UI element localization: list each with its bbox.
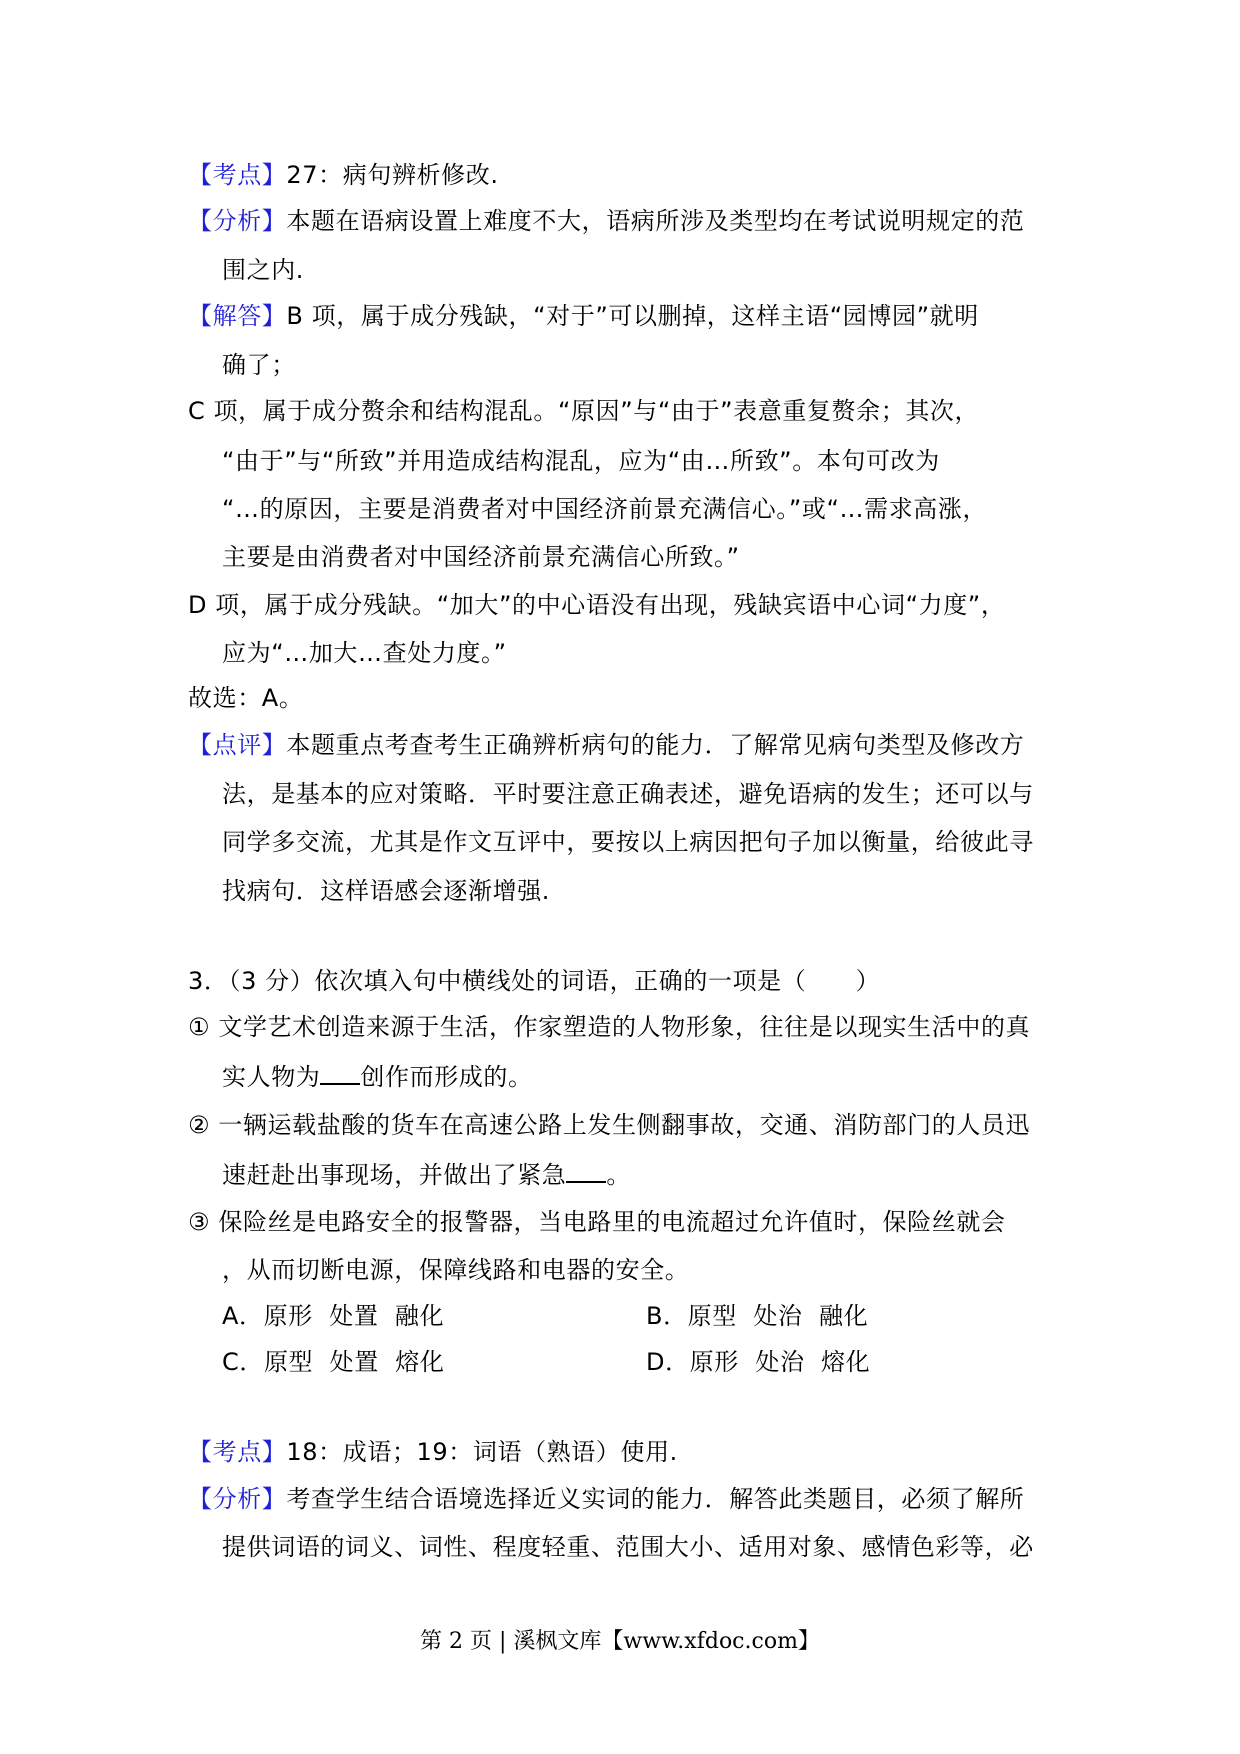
dianping-line-4: 找病句．这样语感会逐渐增强. — [222, 877, 551, 905]
c-item-line-3: “…的原因，主要是消费者对中国经济前景充满信心。”或“…需求高涨， — [222, 495, 988, 523]
sentence-3-line-2: ，从而切断电源，保障线路和电器的安全。 — [222, 1256, 690, 1284]
jieda-line — [188, 301, 979, 331]
q3-kaodian-text: 18：成语；19：词语（熟语）使用. — [286, 1438, 678, 1466]
q3-fenxi-line — [188, 1484, 1024, 1514]
answer-line: 故选：A。 — [188, 684, 304, 712]
jieda-line-2: 确了； — [222, 351, 296, 379]
fenxi-line-2: 围之内. — [222, 256, 305, 284]
option-b: B．原型 处治 融化 — [646, 1302, 869, 1330]
fenxi-line — [188, 206, 1024, 236]
d-item-line-2: 应为“…加大…查处力度。” — [222, 639, 507, 667]
c-item-line-2: “由于”与“所致”并用造成结构混乱，应为“由…所致”。本句可改为 — [222, 447, 940, 475]
option-a: A．原形 处置 融化 — [222, 1302, 445, 1330]
option-c: C．原型 处置 熔化 — [222, 1348, 445, 1376]
jieda-tag: 【解答】 — [188, 302, 287, 330]
fill-blank-1 — [320, 1061, 360, 1085]
page-footer: 第 2 页 | 溪枫文库【www.xfdoc.com】 — [420, 1629, 820, 1654]
d-item-line-1: D 项，属于成分残缺。“加大”的中心语没有出现，残缺宾语中心词“力度”， — [188, 591, 1006, 619]
q3-fenxi-line-2: 提供词语的词义、词性、程度轻重、范围大小、适用对象、感情色彩等，必 — [222, 1533, 1034, 1561]
sentence-3-line-1: ③ 保险丝是电路安全的报警器，当电路里的电流超过允许值时，保险丝就会 — [188, 1208, 1006, 1236]
c-item-line-1: C 项，属于成分赘余和结构混乱。“原因”与“由于”表意重复赘余；其次， — [188, 397, 980, 425]
q3-kaodian-tag: 【考点】 — [188, 1438, 287, 1466]
q3-fenxi-tag: 【分析】 — [188, 1485, 287, 1513]
option-d: D．原形 处治 熔化 — [646, 1348, 871, 1376]
sentence-2-line-2: 速赶赴出事现场，并做出了紧急 。 — [222, 1161, 632, 1189]
dianping-text: 本题重点考查考生正确辨析病句的能力．了解常见病句类型及修改方 — [286, 731, 1025, 759]
question-3-stem: 3．（3 分）依次填入句中横线处的词语，正确的一项是（ ） — [188, 967, 881, 995]
dianping-line-2: 法，是基本的应对策略．平时要注意正确表述，避免语病的发生；还可以与 — [222, 780, 1034, 808]
c-item-line-4: 主要是由消费者对中国经济前景充满信心所致。” — [222, 543, 740, 571]
fenxi-tag: 【分析】 — [188, 207, 287, 235]
dianping-line-3: 同学多交流，尤其是作文互评中，要按以上病因把句子加以衡量，给彼此寻 — [222, 828, 1034, 856]
q3-fenxi-text: 考查学生结合语境选择近义实词的能力．解答此类题目，必须了解所 — [286, 1485, 1025, 1513]
sentence-2-line-1: ② 一辆运载盐酸的货车在高速公路上发生侧翻事故，交通、消防部门的人员迅 — [188, 1111, 1031, 1139]
kaodian-tag: 【考点】 — [188, 161, 287, 189]
jieda-text: B 项，属于成分残缺，“对于”可以删掉，这样主语“园博园”就明 — [286, 302, 979, 330]
q3-kaodian-line — [188, 1437, 678, 1467]
sentence-1-line-1: ① 文学艺术创造来源于生活，作家塑造的人物形象，往往是以现实生活中的真 — [188, 1013, 1031, 1041]
fill-blank-2 — [566, 1159, 606, 1183]
sentence-1-line-2: 实人物为 创作而形成的。 — [222, 1063, 533, 1091]
fenxi-text: 本题在语病设置上难度不大，语病所涉及类型均在考试说明规定的范 — [286, 207, 1025, 235]
dianping-line — [188, 730, 1024, 760]
kaodian-line — [188, 160, 499, 190]
dianping-tag: 【点评】 — [188, 731, 287, 759]
kaodian-text: 27：病句辨析修改. — [286, 161, 499, 189]
